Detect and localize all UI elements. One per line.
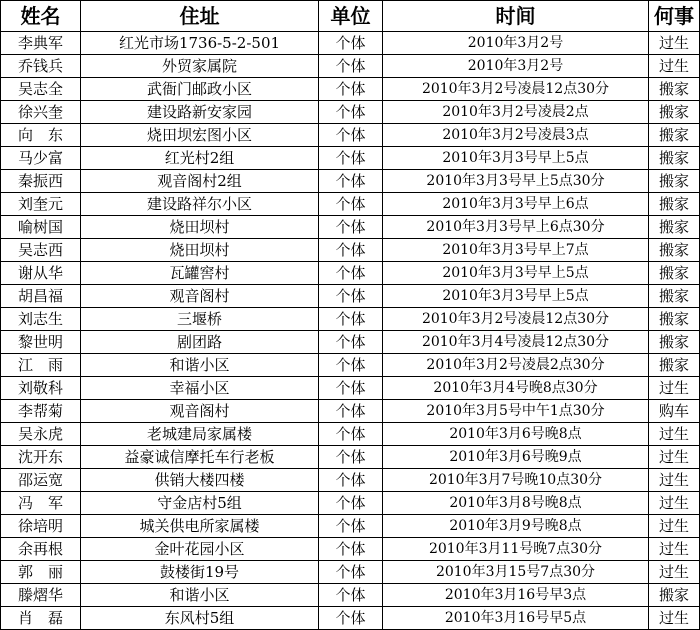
- cell-time: 2010年3月3号早上6点: [383, 193, 649, 216]
- cell-address: 红光村2组: [81, 147, 319, 170]
- cell-event: 购车: [649, 400, 700, 423]
- cell-name: 李帮菊: [1, 400, 81, 423]
- cell-time: 2010年3月2号凌晨12点30分: [383, 78, 649, 101]
- cell-unit: 个体: [319, 308, 383, 331]
- table-row: [1, 469, 700, 492]
- cell-event: 搬家: [649, 584, 700, 607]
- cell-unit: 个体: [319, 331, 383, 354]
- cell-unit: 个体: [319, 32, 383, 55]
- table-row: [1, 55, 700, 78]
- cell-address: 益豪诚信摩托车行老板: [81, 446, 319, 469]
- cell-address: 观音阁村2组: [81, 170, 319, 193]
- cell-time: 2010年3月2号凌晨3点: [383, 124, 649, 147]
- cell-unit: 个体: [319, 423, 383, 446]
- table-row: [1, 561, 700, 584]
- cell-name: 肖 磊: [1, 607, 81, 630]
- cell-name: 谢从华: [1, 262, 81, 285]
- cell-address: 烧田坝村: [81, 216, 319, 239]
- cell-event: 过生: [649, 469, 700, 492]
- table-row: [1, 216, 700, 239]
- cell-address: 建设路祥尔小区: [81, 193, 319, 216]
- cell-unit: 个体: [319, 354, 383, 377]
- cell-name: 胡昌福: [1, 285, 81, 308]
- header-row: [1, 1, 700, 32]
- cell-time: 2010年3月3号早上5点: [383, 262, 649, 285]
- cell-time: 2010年3月16号早5点: [383, 607, 649, 630]
- cell-unit: 个体: [319, 285, 383, 308]
- cell-unit: 个体: [319, 239, 383, 262]
- cell-unit: 个体: [319, 561, 383, 584]
- cell-event: 过生: [649, 55, 700, 78]
- header-time: 时间: [383, 1, 649, 32]
- cell-time: 2010年3月2号: [383, 55, 649, 78]
- table-row: [1, 492, 700, 515]
- cell-time: 2010年3月2号: [383, 32, 649, 55]
- table-row: [1, 607, 700, 630]
- cell-time: 2010年3月9号晚8点: [383, 515, 649, 538]
- header-name: 姓名: [1, 1, 81, 32]
- cell-name: 秦振西: [1, 170, 81, 193]
- cell-event: 搬家: [649, 193, 700, 216]
- cell-unit: 个体: [319, 492, 383, 515]
- cell-name: 吴志西: [1, 239, 81, 262]
- cell-unit: 个体: [319, 400, 383, 423]
- cell-event: 过生: [649, 377, 700, 400]
- cell-event: 搬家: [649, 78, 700, 101]
- cell-address: 外贸家属院: [81, 55, 319, 78]
- table-row: [1, 331, 700, 354]
- cell-unit: 个体: [319, 469, 383, 492]
- cell-event: 搬家: [649, 216, 700, 239]
- cell-event: 搬家: [649, 124, 700, 147]
- cell-name: 乔钱兵: [1, 55, 81, 78]
- cell-time: 2010年3月2号凌晨2点30分: [383, 354, 649, 377]
- cell-unit: 个体: [319, 55, 383, 78]
- table-row: [1, 285, 700, 308]
- cell-address: 烧田坝宏图小区: [81, 124, 319, 147]
- cell-address: 观音阁村: [81, 285, 319, 308]
- cell-name: 刘奎元: [1, 193, 81, 216]
- cell-name: 徐兴奎: [1, 101, 81, 124]
- cell-unit: 个体: [319, 193, 383, 216]
- cell-event: 搬家: [649, 308, 700, 331]
- cell-event: 搬家: [649, 147, 700, 170]
- cell-address: 建设路新安家园: [81, 101, 319, 124]
- cell-address: 老城建局家属楼: [81, 423, 319, 446]
- cell-name: 刘敬科: [1, 377, 81, 400]
- cell-name: 马少富: [1, 147, 81, 170]
- cell-unit: 个体: [319, 607, 383, 630]
- table-row: [1, 354, 700, 377]
- cell-event: 搬家: [649, 101, 700, 124]
- cell-event: 过生: [649, 492, 700, 515]
- cell-time: 2010年3月3号早上5点: [383, 147, 649, 170]
- cell-event: 搬家: [649, 262, 700, 285]
- cell-address: 瓦罐窖村: [81, 262, 319, 285]
- header-event: 何事: [649, 1, 700, 32]
- table-row: [1, 262, 700, 285]
- cell-name: 江 雨: [1, 354, 81, 377]
- cell-address: 鼓楼街19号: [81, 561, 319, 584]
- cell-time: 2010年3月11号晚7点30分: [383, 538, 649, 561]
- table-row: [1, 400, 700, 423]
- cell-address: 武衙门邮政小区: [81, 78, 319, 101]
- cell-name: 徐培明: [1, 515, 81, 538]
- table-row: [1, 193, 700, 216]
- cell-event: 过生: [649, 446, 700, 469]
- cell-address: 城关供电所家属楼: [81, 515, 319, 538]
- cell-event: 搬家: [649, 239, 700, 262]
- cell-event: 搬家: [649, 331, 700, 354]
- cell-name: 吴志全: [1, 78, 81, 101]
- cell-time: 2010年3月8号晚8点: [383, 492, 649, 515]
- cell-event: 过生: [649, 538, 700, 561]
- cell-address: 剧团路: [81, 331, 319, 354]
- cell-time: 2010年3月16号早3点: [383, 584, 649, 607]
- table-row: [1, 32, 700, 55]
- cell-unit: 个体: [319, 170, 383, 193]
- table-row: [1, 78, 700, 101]
- cell-name: 冯 军: [1, 492, 81, 515]
- cell-address: 烧田坝村: [81, 239, 319, 262]
- cell-event: 过生: [649, 561, 700, 584]
- cell-time: 2010年3月5号中午1点30分: [383, 400, 649, 423]
- table-row: [1, 584, 700, 607]
- cell-time: 2010年3月3号早上5点30分: [383, 170, 649, 193]
- table-row: [1, 377, 700, 400]
- cell-time: 2010年3月3号早上7点: [383, 239, 649, 262]
- cell-name: 向 东: [1, 124, 81, 147]
- cell-event: 过生: [649, 32, 700, 55]
- table-row: [1, 147, 700, 170]
- cell-time: 2010年3月3号早上5点: [383, 285, 649, 308]
- cell-name: 吴永虎: [1, 423, 81, 446]
- cell-time: 2010年3月2号凌晨12点30分: [383, 308, 649, 331]
- cell-address: 和谐小区: [81, 354, 319, 377]
- cell-time: 2010年3月7号晚10点30分: [383, 469, 649, 492]
- table-row: [1, 538, 700, 561]
- cell-event: 过生: [649, 515, 700, 538]
- table-row: [1, 101, 700, 124]
- cell-unit: 个体: [319, 515, 383, 538]
- cell-name: 沈开东: [1, 446, 81, 469]
- cell-name: 李典军: [1, 32, 81, 55]
- cell-address: 三堰桥: [81, 308, 319, 331]
- cell-unit: 个体: [319, 101, 383, 124]
- header-unit: 单位: [319, 1, 383, 32]
- cell-unit: 个体: [319, 216, 383, 239]
- cell-event: 搬家: [649, 170, 700, 193]
- cell-unit: 个体: [319, 377, 383, 400]
- cell-event: 过生: [649, 607, 700, 630]
- header-address: 住址: [81, 1, 319, 32]
- cell-name: 滕熠华: [1, 584, 81, 607]
- cell-time: 2010年3月4号凌晨12点30分: [383, 331, 649, 354]
- table-row: [1, 239, 700, 262]
- cell-address: 红光市场1736-5-2-501: [81, 32, 319, 55]
- cell-address: 东风村5组: [81, 607, 319, 630]
- table-row: [1, 170, 700, 193]
- table-row: [1, 124, 700, 147]
- cell-unit: 个体: [319, 446, 383, 469]
- cell-name: 余再根: [1, 538, 81, 561]
- cell-unit: 个体: [319, 538, 383, 561]
- cell-name: 黎世明: [1, 331, 81, 354]
- cell-unit: 个体: [319, 262, 383, 285]
- table-row: [1, 308, 700, 331]
- cell-time: 2010年3月2号凌晨2点: [383, 101, 649, 124]
- cell-time: 2010年3月15号7点30分: [383, 561, 649, 584]
- cell-name: 邵运宽: [1, 469, 81, 492]
- cell-time: 2010年3月6号晚8点: [383, 423, 649, 446]
- cell-address: 供销大楼四楼: [81, 469, 319, 492]
- cell-address: 幸福小区: [81, 377, 319, 400]
- table-row: [1, 515, 700, 538]
- cell-event: 搬家: [649, 354, 700, 377]
- cell-time: 2010年3月6号晚9点: [383, 446, 649, 469]
- cell-unit: 个体: [319, 78, 383, 101]
- cell-address: 金叶花园小区: [81, 538, 319, 561]
- cell-name: 郭 丽: [1, 561, 81, 584]
- cell-address: 和谐小区: [81, 584, 319, 607]
- table-row: [1, 423, 700, 446]
- cell-address: 守金店村5组: [81, 492, 319, 515]
- cell-time: 2010年3月3号早上6点30分: [383, 216, 649, 239]
- cell-unit: 个体: [319, 124, 383, 147]
- cell-event: 过生: [649, 423, 700, 446]
- cell-unit: 个体: [319, 584, 383, 607]
- cell-name: 刘志生: [1, 308, 81, 331]
- cell-event: 搬家: [649, 285, 700, 308]
- cell-address: 观音阁村: [81, 400, 319, 423]
- cell-unit: 个体: [319, 147, 383, 170]
- cell-time: 2010年3月4号晚8点30分: [383, 377, 649, 400]
- cell-name: 喻树国: [1, 216, 81, 239]
- table-row: [1, 446, 700, 469]
